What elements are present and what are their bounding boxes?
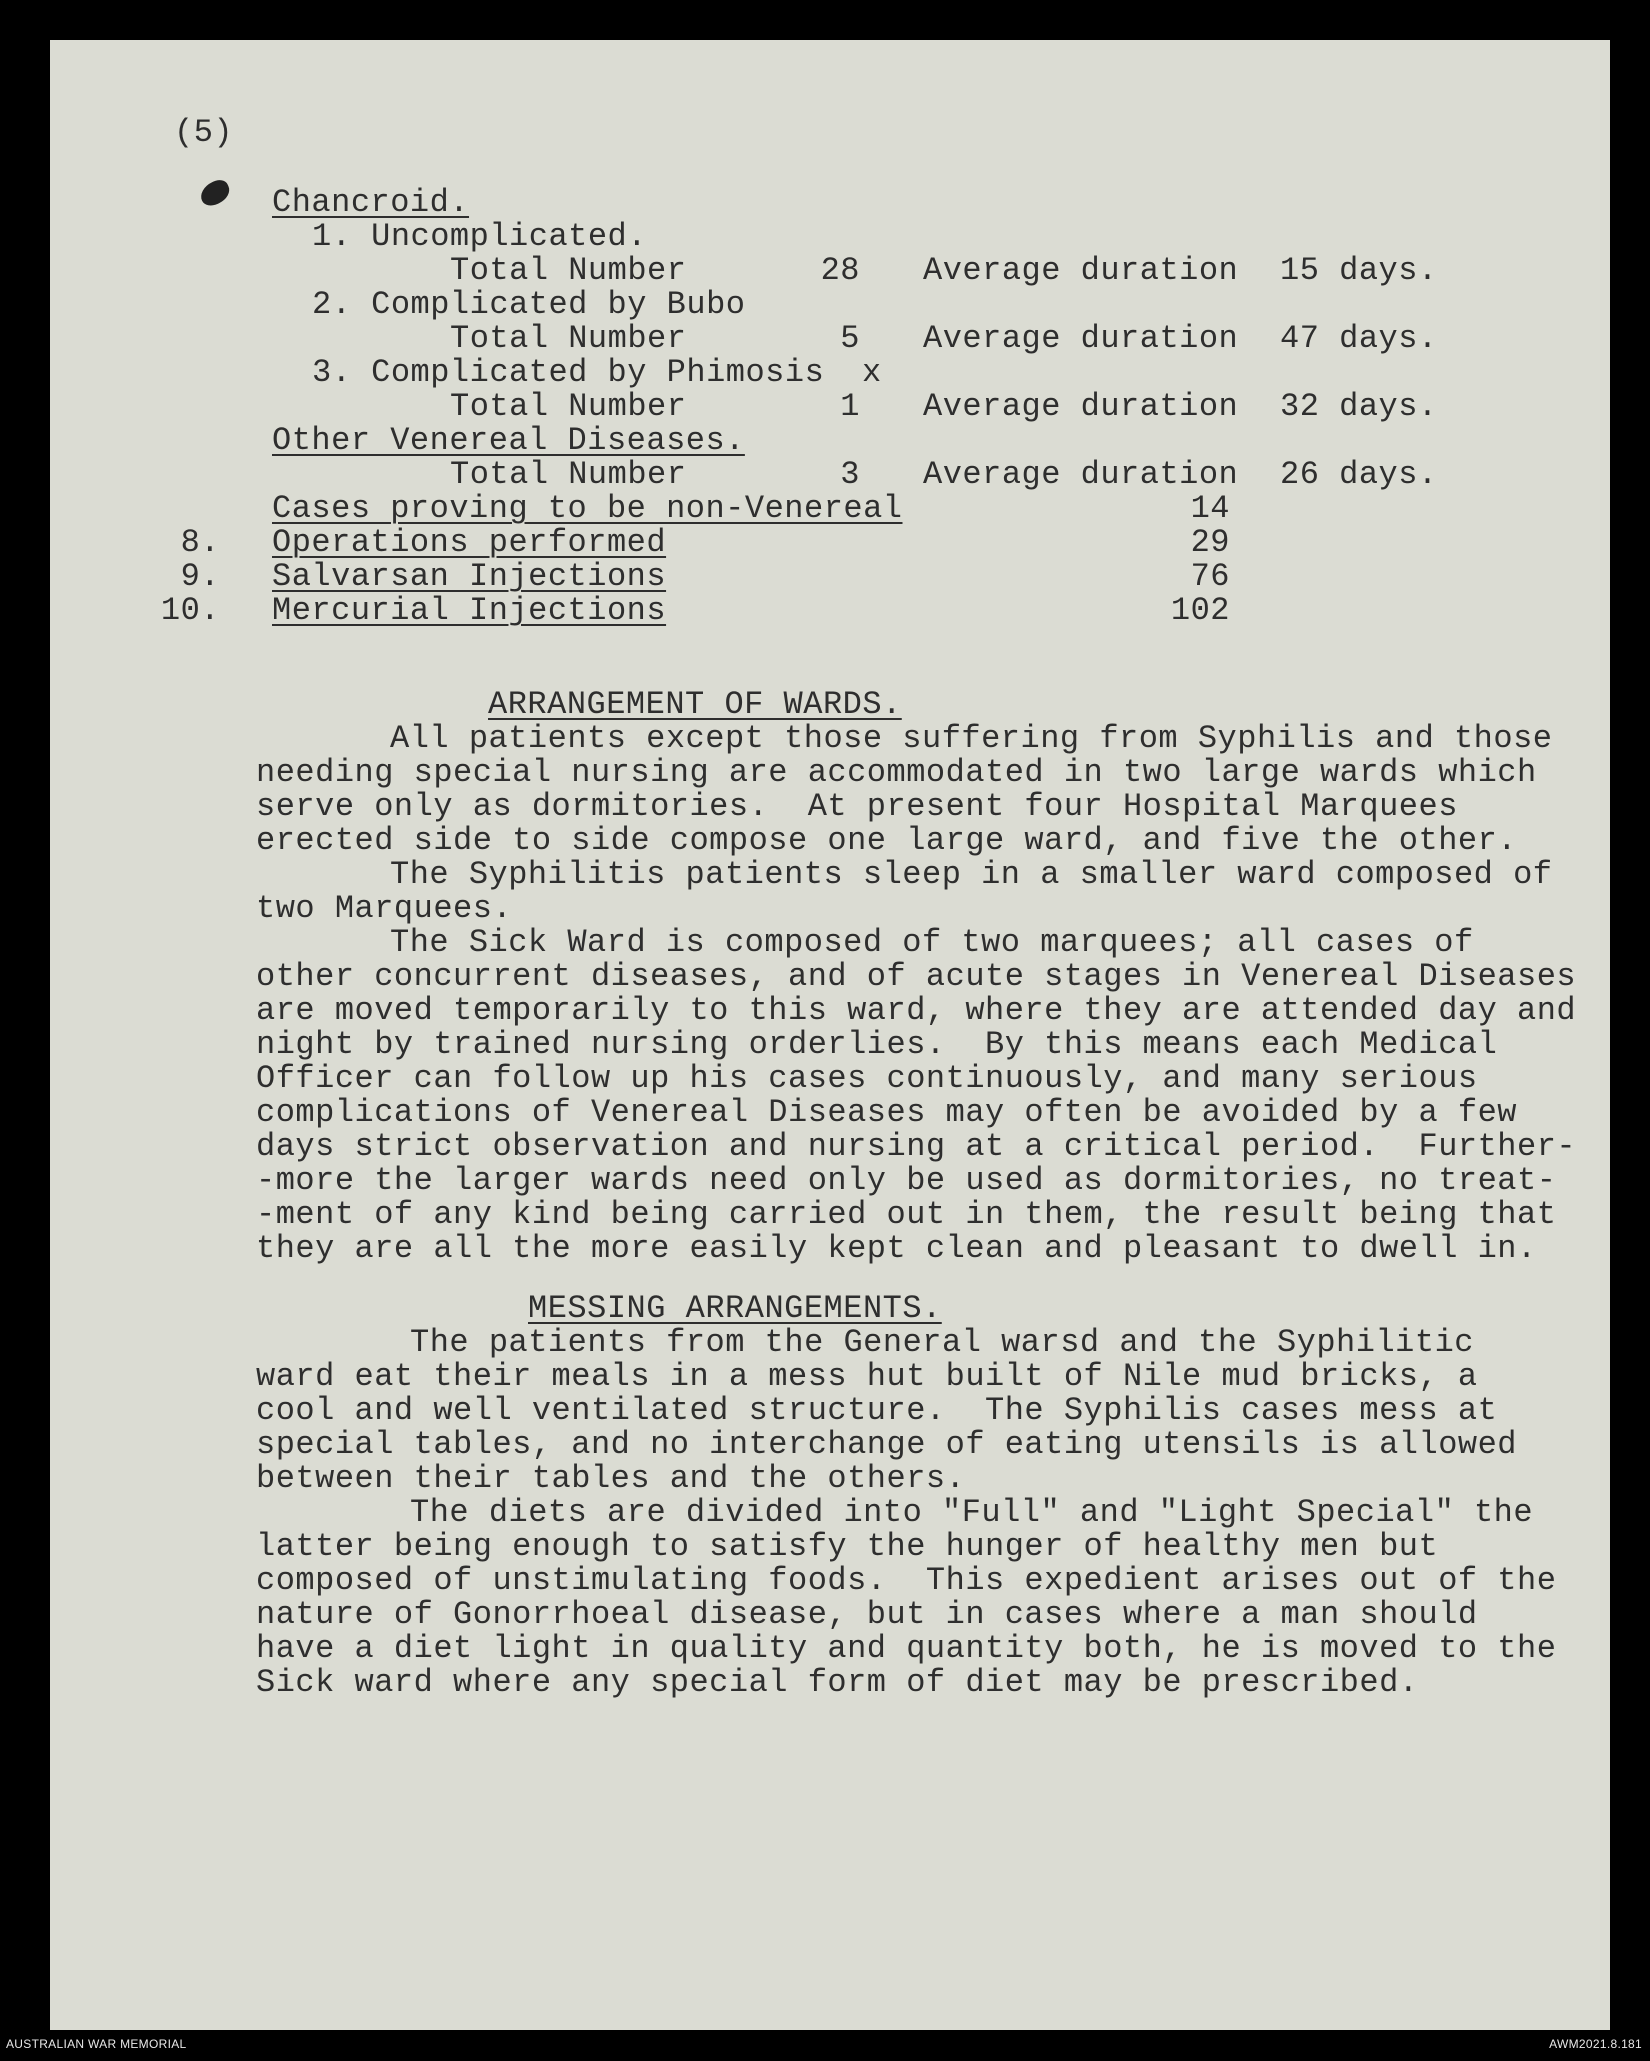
wards-paragraph-line: are moved temporarily to this ward, where they are attended day and — [256, 992, 1577, 1029]
messing-paragraph-line: Sick ward where any special form of diet may be prescribed. — [256, 1664, 1419, 1701]
row-mark: x — [862, 354, 882, 391]
wards-paragraph-line: -more the larger wards need only be used as dormitories, no treat- — [256, 1162, 1557, 1199]
summary-value: 29 — [1190, 524, 1230, 561]
wards-paragraph-line: The Sick Ward is composed of two marquees; all cases of — [390, 924, 1474, 961]
summary-number: 10. — [160, 592, 220, 629]
wards-paragraph-line: needing special nursing are accommodated in two large wards which — [256, 754, 1537, 791]
summary-label: Salvarsan Injections — [272, 558, 667, 595]
row-label: Total Number — [450, 252, 687, 289]
row-label: Other Venereal Diseases. — [272, 422, 745, 459]
page-number: (5) — [174, 114, 234, 151]
footer-institution: AUSTRALIAN WAR MEMORIAL — [6, 2037, 187, 2051]
wards-paragraph-line: they are all the more easily kept clean and pleasant to dwell in. — [256, 1230, 1537, 1267]
row-label: 1. Uncomplicated. — [312, 218, 647, 255]
wards-paragraph-line: The Syphilitis patients sleep in a smaller ward composed of — [390, 856, 1553, 893]
messing-paragraph-line: The patients from the General warsd and the Syphilitic — [410, 1324, 1474, 1361]
summary-label: Operations performed — [272, 524, 667, 561]
messing-paragraph-line: cool and well ventilated structure. The Syphilis cases mess at — [256, 1392, 1498, 1429]
wards-paragraph-line: All patients except those suffering from Syphilis and those — [390, 720, 1553, 757]
section-title: Chancroid. — [272, 184, 470, 221]
row-label: Total Number — [450, 388, 687, 425]
row-count: 3 — [840, 456, 860, 493]
wards-paragraph-line: other concurrent diseases, and of acute stages in Venereal Diseases — [256, 958, 1577, 995]
summary-number: 8. — [180, 524, 220, 561]
row-count: 1 — [840, 388, 860, 425]
summary-value: 14 — [1190, 490, 1230, 527]
messing-paragraph-line: between their tables and the others. — [256, 1460, 966, 1497]
messing-paragraph-line: The diets are divided into "Full" and "Light Special" the — [410, 1494, 1534, 1531]
document-page — [50, 40, 1610, 2030]
row-avg-value: 32 days. — [1280, 388, 1438, 425]
row-avg-label: Average duration — [923, 388, 1239, 425]
summary-label: Mercurial Injections — [272, 592, 667, 629]
footer-reference: AWM2021.8.181 — [1549, 2037, 1642, 2051]
wards-paragraph-line: erected side to side compose one large ward, and five the other. — [256, 822, 1517, 859]
row-label: 3. Complicated by Phimosis — [312, 354, 825, 391]
row-avg-label: Average duration — [923, 320, 1239, 357]
summary-label: Cases proving to be non-Venereal — [272, 490, 903, 527]
summary-value: 76 — [1190, 558, 1230, 595]
wards-paragraph-line: serve only as dormitories. At present four Hospital Marquees — [256, 788, 1458, 825]
row-avg-value: 26 days. — [1280, 456, 1438, 493]
row-avg-label: Average duration — [923, 456, 1239, 493]
ink-blot-icon — [197, 177, 233, 210]
wards-paragraph-line: -ment of any kind being carried out in them, the result being that — [256, 1196, 1557, 1233]
summary-number: 9. — [180, 558, 220, 595]
section-heading-messing: MESSING ARRANGEMENTS. — [528, 1290, 942, 1327]
row-label: 2. Complicated by Bubo — [312, 286, 746, 323]
wards-paragraph-line: night by trained nursing orderlies. By this means each Medical — [256, 1026, 1498, 1063]
wards-paragraph-line: days strict observation and nursing at a critical period. Further- — [256, 1128, 1577, 1165]
wards-paragraph-line: two Marquees. — [256, 890, 513, 927]
row-avg-value: 15 days. — [1280, 252, 1438, 289]
messing-paragraph-line: latter being enough to satisfy the hunger of healthy men but — [256, 1528, 1439, 1565]
messing-paragraph-line: ward eat their meals in a mess hut built of Nile mud bricks, a — [256, 1358, 1478, 1395]
messing-paragraph-line: have a diet light in quality and quantity both, he is moved to the — [256, 1630, 1557, 1667]
wards-paragraph-line: complications of Venereal Diseases may often be avoided by a few — [256, 1094, 1517, 1131]
messing-paragraph-line: nature of Gonorrhoeal disease, but in cases where a man should — [256, 1596, 1478, 1633]
messing-paragraph-line: composed of unstimulating foods. This expedient arises out of the — [256, 1562, 1557, 1599]
row-label: Total Number — [450, 456, 687, 493]
row-avg-label: Average duration — [923, 252, 1239, 289]
row-label: Total Number — [450, 320, 687, 357]
summary-value: 102 — [1170, 592, 1230, 629]
row-count: 5 — [840, 320, 860, 357]
messing-paragraph-line: special tables, and no interchange of eating utensils is allowed — [256, 1426, 1517, 1463]
row-avg-value: 47 days. — [1280, 320, 1438, 357]
wards-paragraph-line: Officer can follow up his cases continuously, and many serious — [256, 1060, 1478, 1097]
row-count: 28 — [820, 252, 860, 289]
section-heading-wards: ARRANGEMENT OF WARDS. — [488, 686, 902, 723]
